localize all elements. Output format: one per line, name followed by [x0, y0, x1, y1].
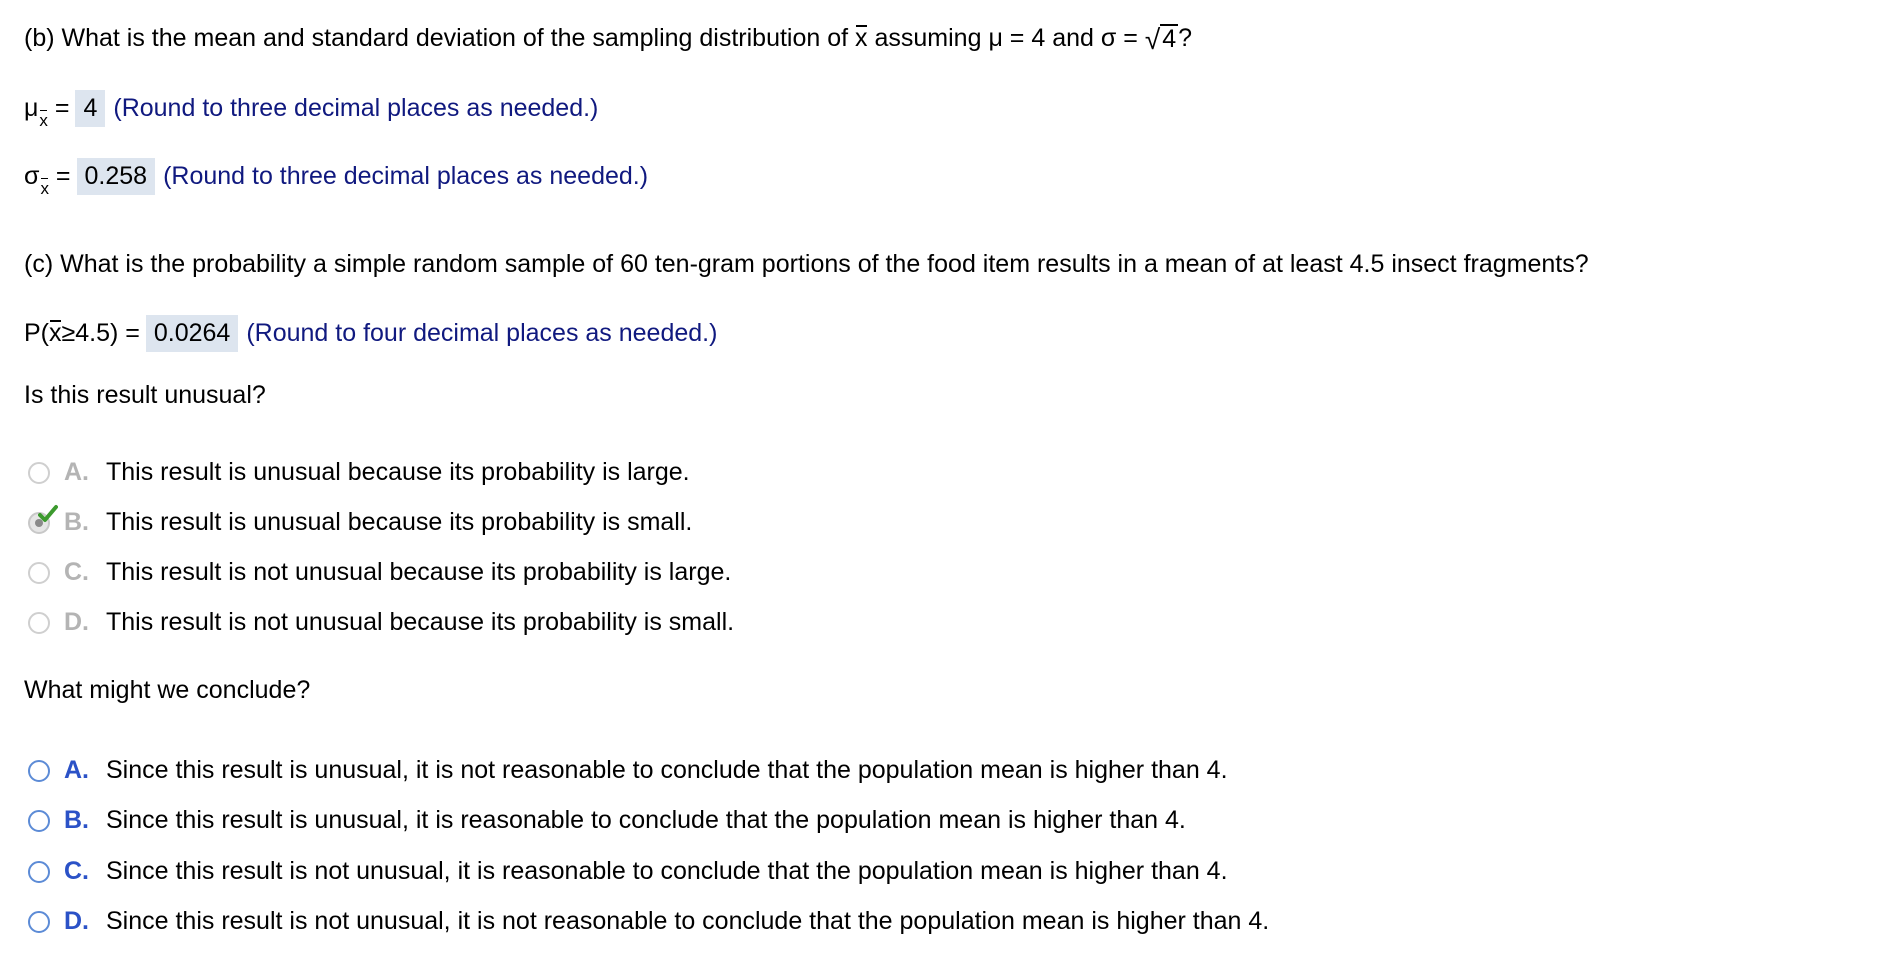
radio-icon[interactable] [28, 810, 50, 832]
prob-x-bar: x [49, 319, 62, 347]
sigma-symbol: σ [1100, 24, 1117, 53]
sigma-equals: = [1123, 24, 1138, 53]
prob-suffix: ≥4.5) = [61, 319, 140, 347]
part-b-question [24, 24, 1192, 54]
sqrt-value: 4 [1162, 25, 1177, 53]
unusual-option-b[interactable] [28, 508, 692, 537]
prob-answer-field[interactable]: 0.0264 [146, 315, 238, 352]
mean-equals: = [54, 94, 70, 122]
option-text: Since this result is unusual, it is not reasonable to conclude that the population mean is higher than 4. [106, 756, 1228, 784]
part-b-question-prefix: (b) What is the mean and standard deviation of the sampling distribution of [24, 24, 849, 53]
conclude-option-a[interactable] [28, 756, 1228, 785]
mean-mu: μ [24, 94, 39, 122]
mean-subscript [39, 111, 48, 130]
option-letter: D. [64, 907, 89, 935]
option-letter: C. [64, 857, 89, 885]
sqrt-expression [1145, 24, 1178, 54]
mu-symbol: μ [988, 24, 1003, 53]
radio-icon[interactable] [28, 612, 50, 634]
question-mark: ? [1178, 24, 1192, 53]
part-c-question: (c) What is the probability a simple random sample of 60 ten-gram portions of the food item results in a mean of at least 4.5 insect fragments? [24, 250, 1589, 278]
radio-icon[interactable] [28, 911, 50, 933]
option-text: This result is not unusual because its probability is small. [106, 608, 735, 636]
option-letter: B. [64, 508, 89, 536]
checkmark-icon [38, 504, 58, 524]
option-letter: D. [64, 608, 89, 636]
unusual-question: Is this result unusual? [24, 381, 266, 409]
radio-selected-icon[interactable] [28, 512, 50, 534]
sd-sigma: σ [24, 162, 40, 190]
unusual-option-a[interactable] [28, 458, 690, 487]
radio-icon[interactable] [28, 562, 50, 584]
sd-subscript [40, 179, 49, 198]
x-bar-symbol: x [855, 24, 868, 53]
mean-hint: (Round to three decimal places as needed.) [113, 94, 599, 122]
mu-equation: = 4 and [1009, 24, 1094, 53]
sd-answer-field[interactable]: 0.258 [77, 158, 156, 195]
conclude-option-c[interactable] [28, 857, 1228, 886]
sd-symbol [24, 162, 49, 198]
assuming-text: assuming [874, 24, 982, 53]
sd-answer-line [24, 158, 649, 198]
option-text: Since this result is not unusual, it is not reasonable to conclude that the population mean is higher than 4. [106, 907, 1270, 935]
unusual-option-c[interactable] [28, 558, 731, 587]
sd-equals: = [55, 162, 71, 190]
mean-answer-field[interactable]: 4 [75, 90, 105, 127]
radio-icon[interactable] [28, 861, 50, 883]
option-letter: A. [64, 756, 89, 784]
option-text: This result is not unusual because its probability is large. [106, 558, 732, 586]
option-letter: B. [64, 806, 89, 834]
option-letter: A. [64, 458, 89, 486]
option-text: This result is unusual because its probability is large. [106, 458, 690, 486]
prob-hint: (Round to four decimal places as needed.) [246, 319, 718, 347]
mean-answer-line [24, 90, 599, 130]
option-text: Since this result is not unusual, it is reasonable to conclude that the population mean is higher than 4. [106, 857, 1228, 885]
probability-line [24, 315, 717, 352]
unusual-option-d[interactable] [28, 608, 734, 637]
mean-subscript-x: x [39, 111, 48, 130]
sqrt-icon: √ [1144, 23, 1161, 55]
conclude-option-d[interactable] [28, 907, 1269, 936]
conclude-option-b[interactable] [28, 806, 1186, 835]
option-letter: C. [64, 558, 89, 586]
radio-icon[interactable] [28, 462, 50, 484]
option-text: This result is unusual because its probability is small. [106, 508, 693, 536]
radio-icon[interactable] [28, 760, 50, 782]
mean-symbol [24, 94, 48, 130]
sd-hint: (Round to three decimal places as needed.) [163, 162, 649, 190]
sd-subscript-x: x [40, 179, 49, 198]
prob-prefix: P( [24, 319, 49, 347]
option-text: Since this result is unusual, it is reasonable to conclude that the population mean is higher than 4. [106, 806, 1186, 834]
conclude-question: What might we conclude? [24, 676, 311, 704]
